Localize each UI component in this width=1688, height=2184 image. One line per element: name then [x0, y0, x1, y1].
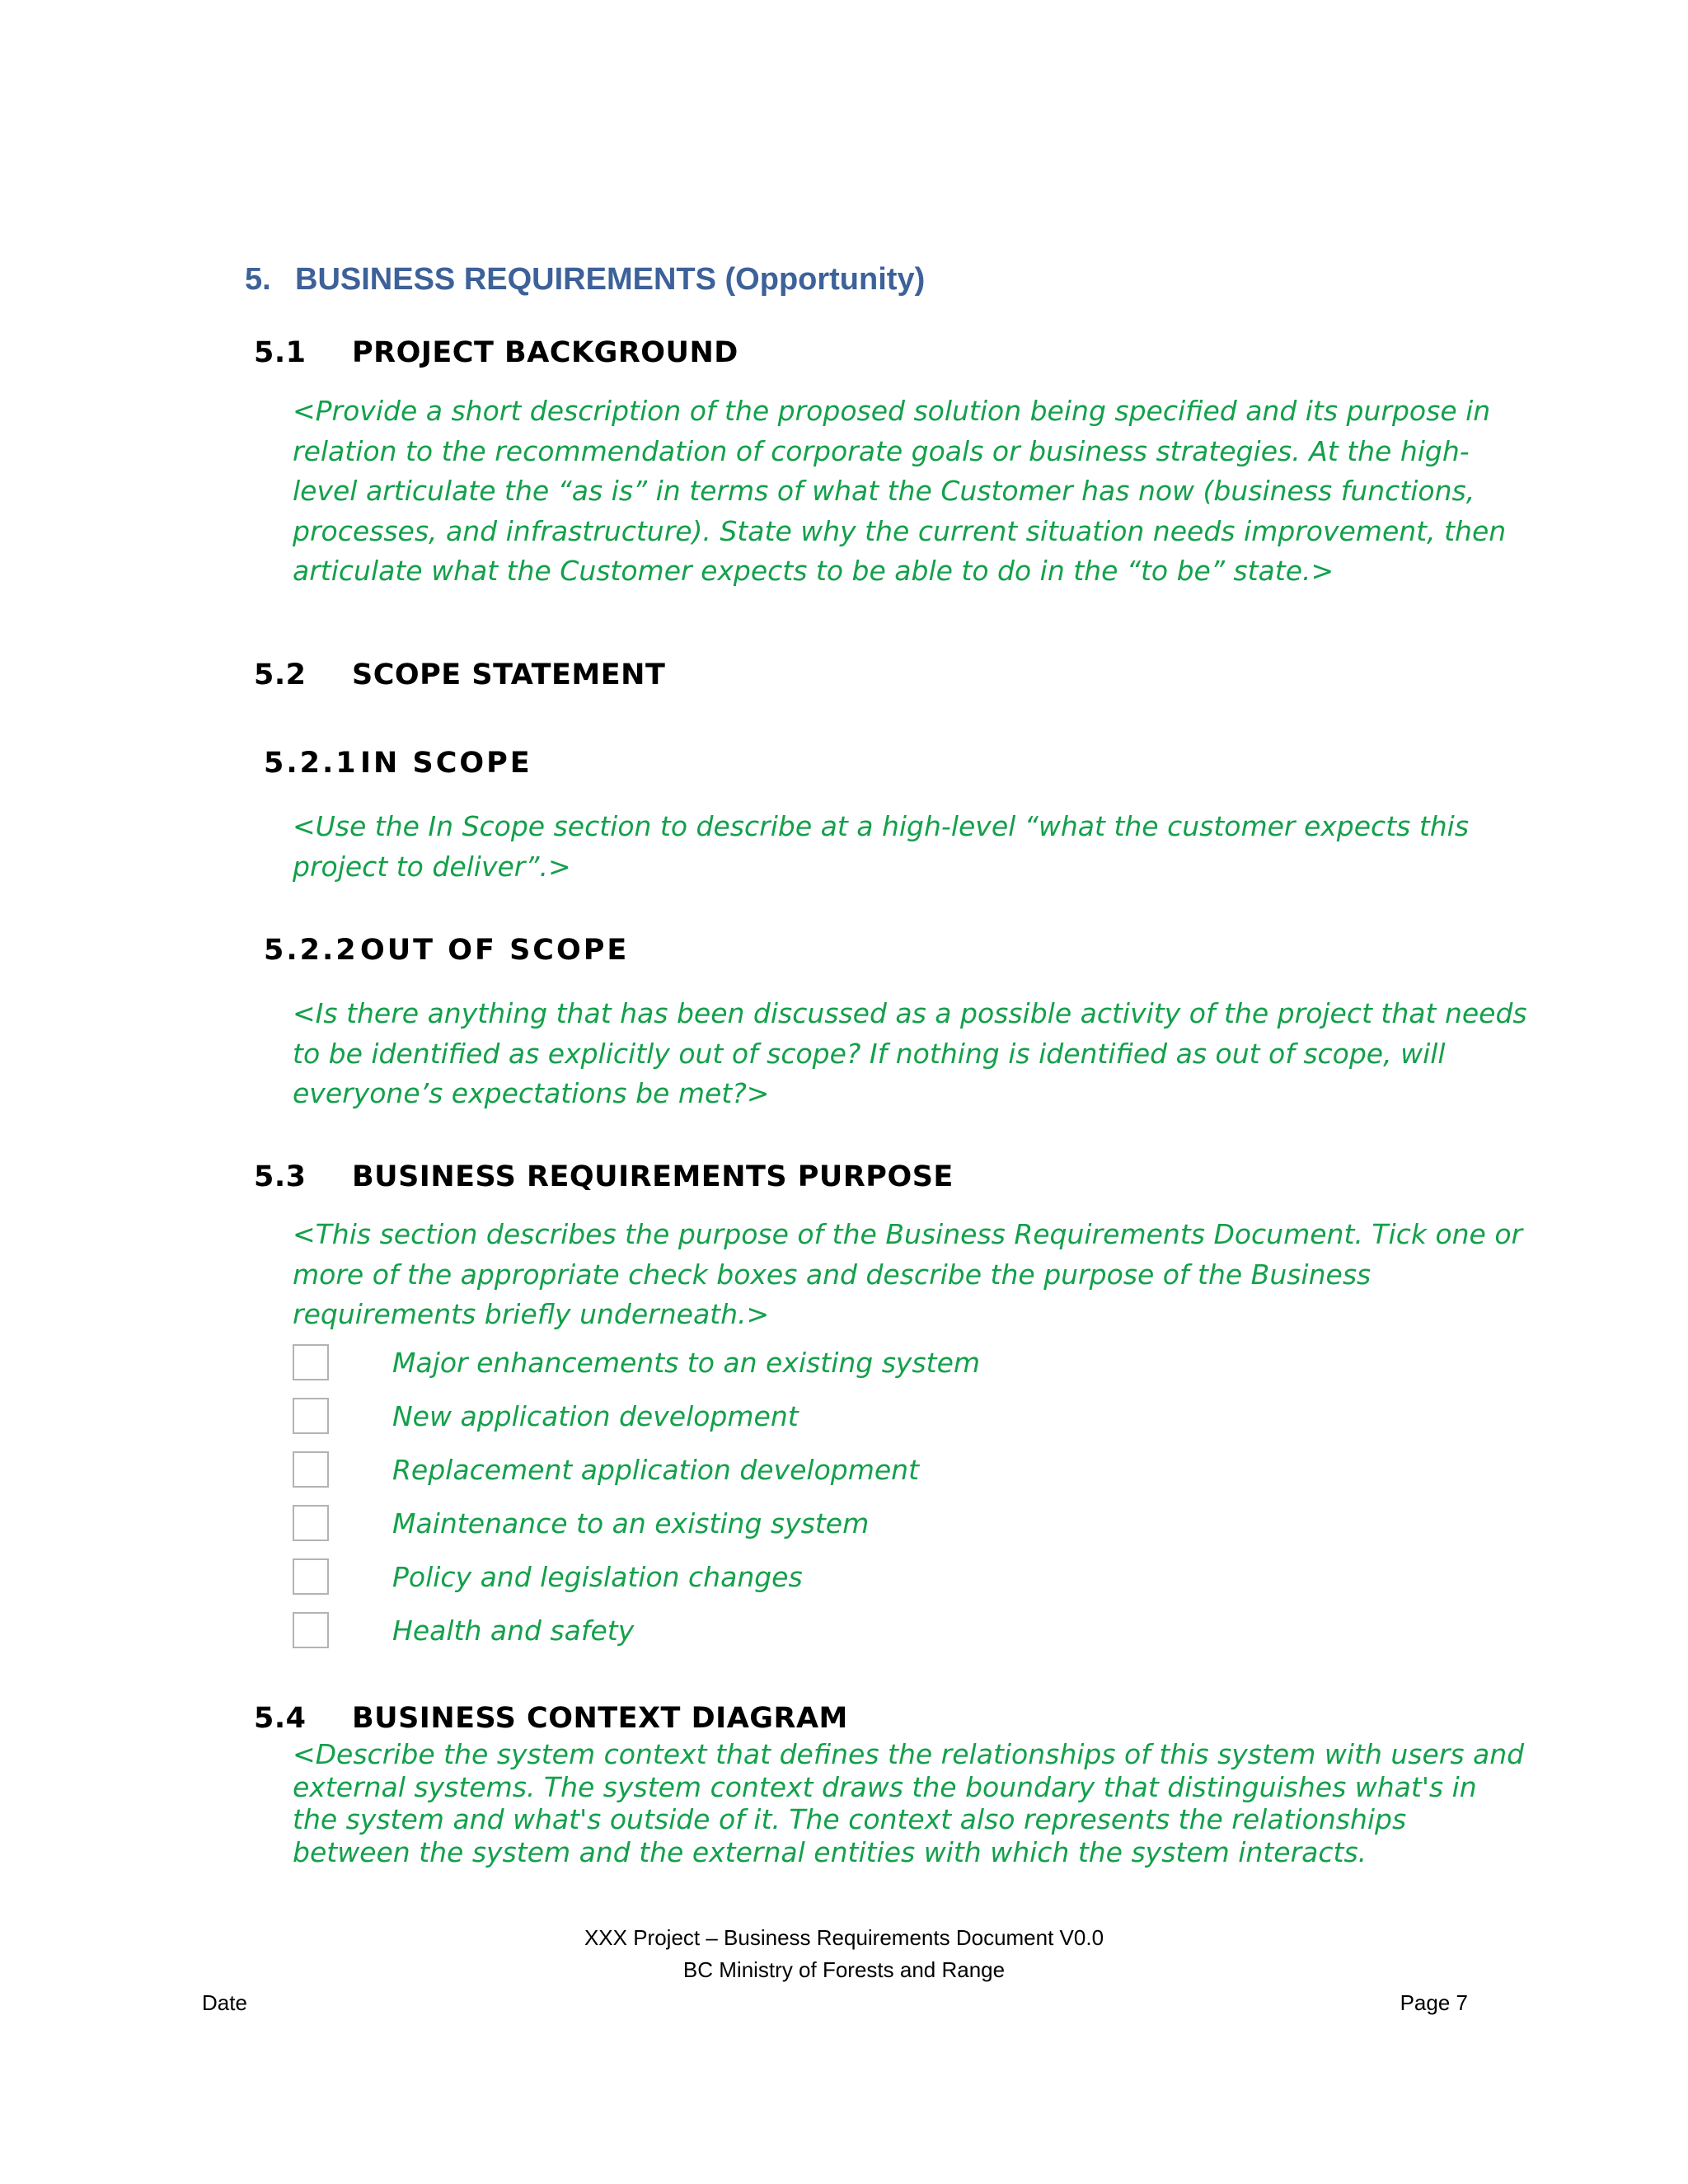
- guidance-line: level articulate the “as is” in terms of what the Customer has now (business functions,: [293, 475, 1475, 507]
- section-5-2-2-number: 5.2.2: [264, 934, 359, 967]
- section-5-number: 5.: [245, 262, 271, 297]
- section-5-4-number: 5.4: [254, 1702, 307, 1735]
- checkbox[interactable]: [293, 1398, 329, 1434]
- guidance-line: to be identified as explicitly out of scope? If nothing is identified as out of scope, will: [293, 1037, 1446, 1070]
- footer-document-title: XXX Project – Business Requirements Document V0.0: [584, 1925, 1104, 1950]
- section-5-3-guidance: [293, 1215, 1522, 1335]
- checkbox[interactable]: [293, 1612, 329, 1648]
- guidance-line: more of the appropriate check boxes and describe the purpose of the Business: [293, 1258, 1372, 1291]
- footer-organization: BC Ministry of Forests and Range: [682, 1957, 1006, 1982]
- section-5-2-1-number: 5.2.1: [264, 747, 359, 780]
- guidance-line: everyone’s expectations be met?>: [293, 1077, 770, 1109]
- section-5-1-heading: [254, 336, 738, 369]
- checklist-item-label: Policy and legislation changes: [392, 1561, 803, 1593]
- section-5-2-2-heading: [264, 934, 630, 967]
- checkbox[interactable]: [293, 1451, 329, 1488]
- section-5-4-heading: [254, 1702, 848, 1735]
- section-5-2-1-guidance: [293, 807, 1469, 887]
- section-5-2-2-title: OUT OF SCOPE: [360, 934, 630, 967]
- section-5-heading: [245, 262, 926, 298]
- section-5-1-number: 5.1: [254, 336, 307, 369]
- section-5-4-guidance: [293, 1738, 1524, 1868]
- section-5-title: BUSINESS REQUIREMENTS (Opportunity): [295, 262, 926, 297]
- checklist-item-label: Maintenance to an existing system: [392, 1507, 870, 1540]
- section-5-4-title: BUSINESS CONTEXT DIAGRAM: [352, 1702, 848, 1735]
- checklist-item-label: Major enhancements to an existing system: [392, 1347, 981, 1379]
- checklist-item-label: Health and safety: [392, 1615, 635, 1647]
- guidance-line: <Describe the system context that defines the relationships of this system with users and: [293, 1738, 1525, 1770]
- footer-date: Date: [202, 1990, 247, 2015]
- guidance-line: <Use the In Scope section to describe at a high-level “what the customer expects this: [293, 810, 1470, 842]
- checkbox[interactable]: [293, 1505, 329, 1541]
- guidance-line: relation to the recommendation of corporate goals or business strategies. At the high-: [293, 434, 1470, 467]
- section-5-2-number: 5.2: [254, 658, 307, 691]
- section-5-3-title: BUSINESS REQUIREMENTS PURPOSE: [352, 1160, 954, 1193]
- guidance-line: processes, and infrastructure). State why the current situation needs improvement, then: [293, 514, 1507, 547]
- guidance-line: requirements briefly underneath.>: [293, 1298, 770, 1330]
- section-5-1-guidance: [293, 391, 1506, 592]
- section-5-3-number: 5.3: [254, 1160, 307, 1193]
- section-5-2-1-heading: [264, 747, 532, 780]
- checklist-item-label: Replacement application development: [392, 1454, 920, 1486]
- footer-page-number: Page 7: [1400, 1990, 1468, 2015]
- guidance-line: project to deliver”.>: [293, 850, 571, 883]
- guidance-line: the system and what's outside of it. The context also represents the relationships: [293, 1803, 1407, 1835]
- section-5-2-2-guidance: [293, 994, 1527, 1114]
- checklist-item-label: New application development: [392, 1400, 799, 1432]
- checkbox[interactable]: [293, 1558, 329, 1595]
- guidance-line: between the system and the external entities with which the system interacts.: [293, 1835, 1367, 1868]
- section-5-1-title: PROJECT BACKGROUND: [352, 336, 738, 369]
- guidance-line: <This section describes the purpose of the Business Requirements Document. Tick one or: [293, 1218, 1523, 1250]
- section-5-2-title: SCOPE STATEMENT: [352, 658, 666, 691]
- guidance-line: external systems. The system context draws the boundary that distinguishes what's in: [293, 1770, 1477, 1803]
- guidance-line: articulate what the Customer expects to be able to do in the “to be” state.>: [293, 555, 1334, 587]
- guidance-line: <Is there anything that has been discussed as a possible activity of the project that needs: [293, 997, 1527, 1029]
- checkbox[interactable]: [293, 1344, 329, 1380]
- guidance-line: <Provide a short description of the proposed solution being specified and its purpose in: [293, 395, 1491, 427]
- section-5-2-1-title: IN SCOPE: [360, 747, 532, 780]
- section-5-2-heading: [254, 658, 666, 691]
- section-5-3-heading: [254, 1160, 954, 1193]
